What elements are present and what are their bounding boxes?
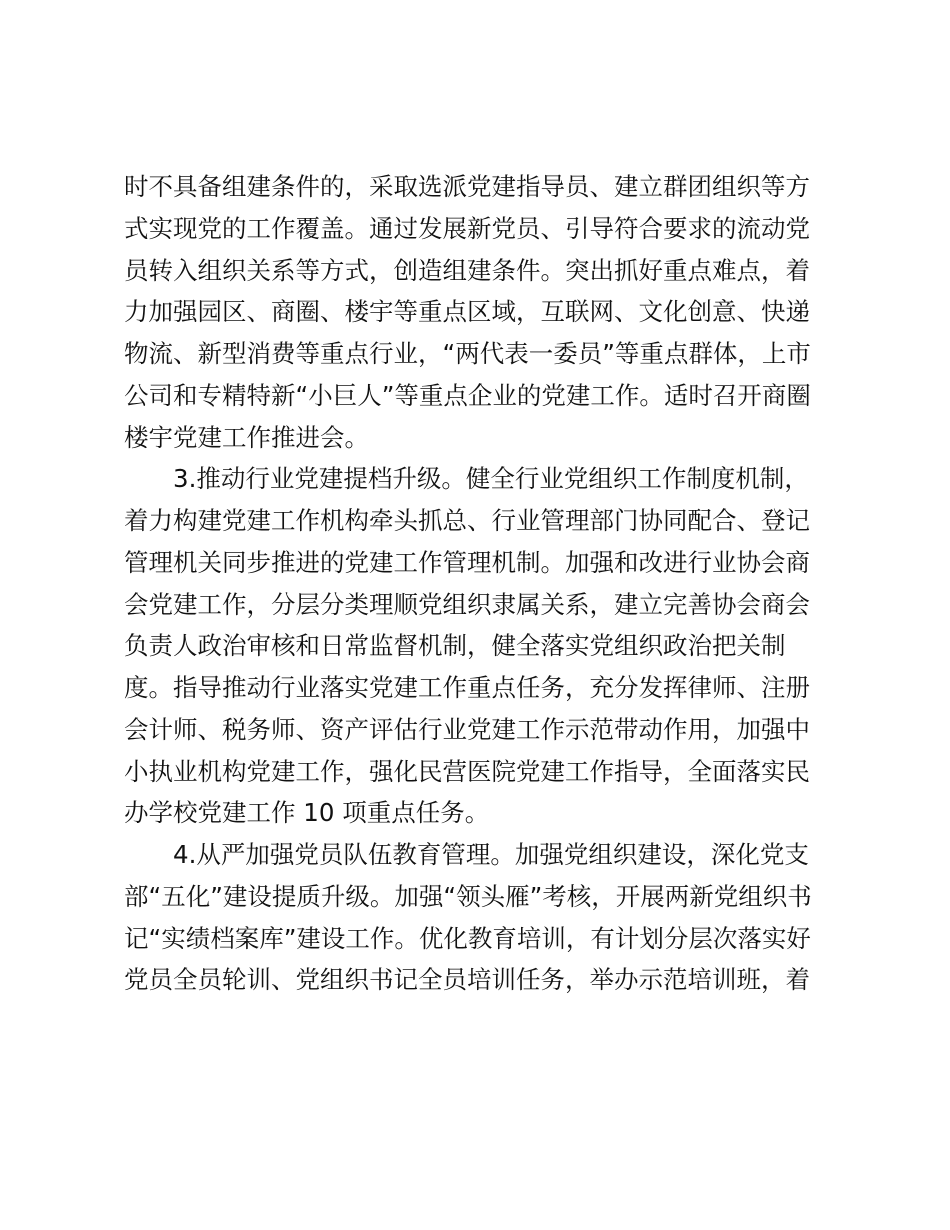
text-line: 会党建工作，分层分类理顺党组织隶属关系，建立完善协会商会 [124, 589, 810, 619]
section-heading-line: 4.从严加强党员队伍教育管理。加强党组织建设，深化党支 [173, 840, 809, 869]
text-line: 式实现党的工作覆盖。通过发展新党员、引导符合要求的流动党 [124, 213, 810, 243]
section-heading-line: 3.推动行业党建提档升级。健全行业党组织工作制度机制， [173, 464, 809, 494]
text-line: 管理机关同步推进的党建工作管理机制。加强和改进行业协会商 [124, 547, 810, 577]
text-line: 会计师、税务师、资产评估行业党建工作示范带动作用，加强中 [124, 714, 810, 744]
text-line: 办学校党建工作 10 项重点任务。 [124, 798, 490, 828]
body-text [124, 166, 824, 1001]
text-line: 物流、新型消费等重点行业，“两代表一委员”等重点群体，上市 [124, 339, 811, 368]
text-line: 部“五化”建设提质升级。加强“领头雁”考核，开展两新党组织书 [124, 881, 812, 911]
text-line: 时不具备组建条件的，采取选派党建指导员、建立群团组织等方 [124, 172, 810, 201]
text-line: 度。指导推动行业落实党建工作重点任务，充分发挥律师、注册 [124, 673, 810, 702]
text-line: 着力构建党建工作机构牵头抓总、行业管理部门协同配合、登记 [124, 506, 810, 535]
text-line: 记“实绩档案库”建设工作。优化教育培训，有计划分层次落实好 [124, 923, 811, 953]
text-line: 楼宇党建工作推进会。 [124, 422, 369, 452]
text-line: 公司和专精特新“小巨人”等重点企业的党建工作。适时召开商圈 [124, 380, 811, 410]
text-line: 力加强园区、商圈、楼宇等重点区域，互联网、文化创意、快递 [124, 297, 810, 327]
text-line: 员转入组织关系等方式，创造组建条件。突出抓好重点难点，着 [124, 255, 810, 285]
text-line: 党员全员轮训、党组织书记全员培训任务，举办示范培训班，着 [124, 965, 810, 995]
text-line: 小执业机构党建工作，强化民营医院党建工作指导，全面落实民 [124, 756, 810, 786]
text-line: 负责人政治审核和日常监督机制，健全落实党组织政治把关制 [124, 631, 786, 661]
